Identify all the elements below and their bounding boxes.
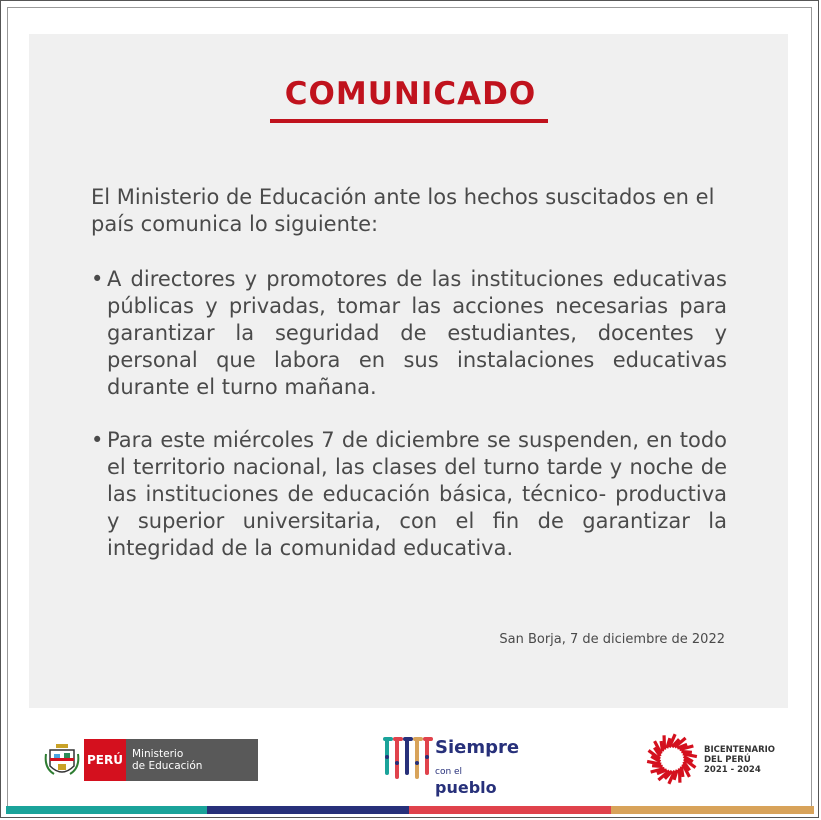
intro-paragraph: El Ministerio de Educación ante los hechos suscitados en el país comunica lo siguiente: [91,185,715,236]
footer-stripe-1 [6,806,207,814]
date-line: San Borja, 7 de diciembre de 2022 [499,632,725,647]
bullet-text: A directores y promotores de las instituciones educativas públicas y privadas, tomar las acciones necesarias para garantizar la seguridad de estudiantes, docentes y personal que labora en sus instalaciones educativas durante el turno mañana. [107,267,727,399]
footer-stripe-3 [409,806,611,814]
page-title: COMUNICADO [284,76,537,112]
ministry-line-2: de Educación [132,760,203,772]
bullet-text: Para este miércoles 7 de diciembre se suspenden, en todo el territorio nacional, las clases del turno tarde y noche de las instituciones de educación básica, técnico- productiva y superior universitaria, con el fin de garantizar la integridad de la comunidad educativa. [107,428,727,560]
footer-stripe-4 [611,806,814,814]
pueblo-text [435,759,523,797]
con-el-text: con el [435,767,463,777]
bicentenario-text [704,745,775,775]
title-underline [270,119,548,123]
ministry-line-1: Ministerio [132,748,184,760]
siempre-text: Siempre [435,737,520,758]
ministry-label [126,739,258,781]
peru-label: PERÚ [84,739,126,781]
bullet-icon: • [91,267,104,291]
footer-stripe-2 [207,806,409,814]
bicentenario-logo [646,733,786,785]
siempre-figures-icon [383,733,433,785]
footer [0,715,821,805]
coat-of-arms-icon [44,740,80,780]
ministry-logo [44,739,258,781]
bicentenario-line-3: 2021 - 2024 [704,765,761,775]
bicentenario-line-1: BICENTENARIO [704,745,776,755]
siempre-logo [383,733,523,797]
bullet-icon: • [91,428,104,452]
bicentenario-line-2: DEL PERÚ [704,755,751,765]
bicentenario-emblem-icon [646,733,698,785]
pueblo-word: pueblo [435,778,497,797]
